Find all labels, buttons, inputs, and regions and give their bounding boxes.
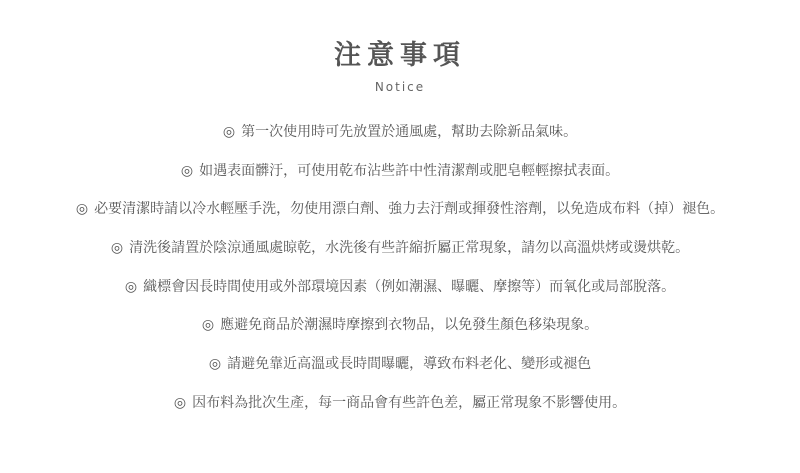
- notice-item: [0, 273, 800, 312]
- notice-list: [0, 118, 800, 428]
- notice-item: [0, 311, 800, 350]
- notice-text: 必要清潔時請以冷水輕壓手洗，勿使用漂白劑、強力去汙劑或揮發性溶劑，以免造成布料（掉）褪色。: [94, 201, 725, 218]
- double-circle-icon: ◎: [222, 124, 236, 140]
- double-circle-icon: ◎: [180, 162, 194, 179]
- notice-item: [0, 118, 800, 157]
- double-circle-icon: ◎: [173, 394, 187, 411]
- notice-text: 清洗後請置於陰涼通風處晾乾，水洗後有些許縮折屬正常現象，請勿以高溫烘烤或燙烘乾。: [129, 240, 690, 257]
- double-circle-icon: ◎: [110, 240, 124, 257]
- double-circle-icon: ◎: [124, 278, 138, 295]
- page-subtitle: Notice: [374, 80, 426, 94]
- double-circle-icon: ◎: [201, 317, 215, 334]
- notice-item: [0, 157, 800, 196]
- double-circle-icon: ◎: [75, 201, 89, 218]
- notice-item: [0, 350, 800, 389]
- notice-item: [0, 389, 800, 428]
- notice-text: 請避免靠近高溫或長時間曝曬，導致布料老化、變形或褪色: [227, 356, 592, 373]
- page-title: 注意事項: [334, 40, 466, 71]
- notice-text: 第一次使用時可先放置於通風處，幫助去除新品氣味。: [241, 124, 578, 140]
- notice-text: 如遇表面髒汙，可使用乾布沾些許中性清潔劑或肥皂輕輕擦拭表面。: [199, 162, 620, 179]
- notice-text: 織標會因長時間使用或外部環境因素（例如潮濕、曝曬、摩擦等）而氧化或局部脫落。: [143, 278, 676, 295]
- double-circle-icon: ◎: [208, 356, 222, 373]
- notice-text: 應避免商品於潮濕時摩擦到衣物品，以免發生顏色移染現象。: [220, 317, 599, 334]
- notice-text: 因布料為批次生產，每一商品會有些許色差，屬正常現象不影響使用。: [192, 394, 627, 411]
- notice-item: [0, 234, 800, 273]
- notice-item: [0, 195, 800, 234]
